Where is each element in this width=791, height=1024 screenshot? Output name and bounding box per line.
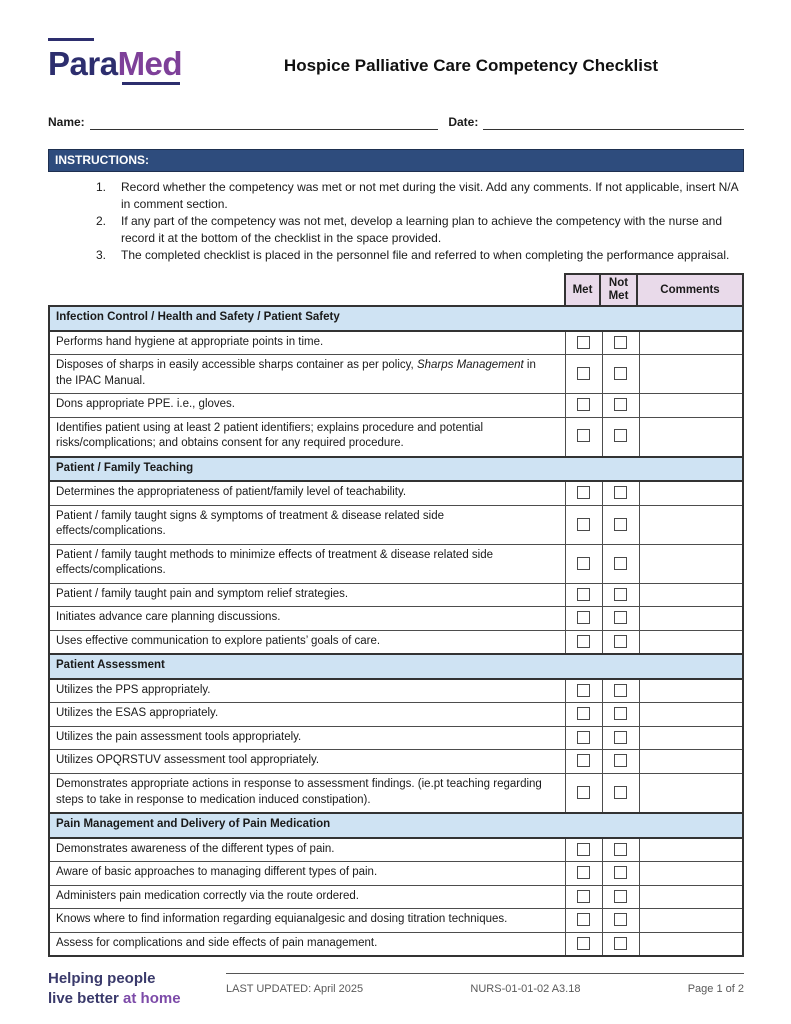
competency-row (49, 773, 743, 813)
met-column-header: Met (564, 273, 601, 305)
name-date-row (48, 115, 744, 130)
comments-cell[interactable] (639, 726, 743, 750)
met-cell (565, 544, 602, 583)
competency-text: Utilizes OPQRSTUV assessment tool appropriately. (49, 750, 565, 774)
met-checkbox[interactable] (577, 890, 590, 903)
not-met-cell (602, 703, 639, 727)
competency-text: Knows where to find information regarding equianalgesic and dosing titration techniques. (49, 909, 565, 933)
competency-row (49, 932, 743, 956)
name-field-group (48, 115, 438, 130)
not-met-checkbox[interactable] (614, 890, 627, 903)
met-cell (565, 862, 602, 886)
met-checkbox[interactable] (577, 635, 590, 648)
competency-text: Disposes of sharps in easily accessible sharps container as per policy, Sharps Management in the IPAC Manual. (49, 355, 565, 394)
competency-row (49, 331, 743, 355)
instruction-text: Record whether the competency was met or not met during the visit. Add any comments. If not applicable, insert N/A in comment section. (121, 180, 738, 212)
name-input-line[interactable] (90, 115, 439, 130)
comments-cell[interactable] (639, 703, 743, 727)
not-met-cell (602, 394, 639, 418)
section-title: Infection Control / Health and Safety / Patient Safety (49, 306, 743, 331)
met-checkbox[interactable] (577, 913, 590, 926)
met-cell (565, 417, 602, 457)
competency-table-body (49, 306, 743, 956)
competency-text: Patient / family taught signs & symptoms of treatment & disease related side effects/complications. (49, 505, 565, 544)
comments-cell[interactable] (639, 630, 743, 654)
met-cell (565, 679, 602, 703)
not-met-checkbox[interactable] (614, 557, 627, 570)
date-field-group (448, 115, 744, 130)
competency-row (49, 726, 743, 750)
instructions-list (48, 179, 744, 264)
met-cell (565, 750, 602, 774)
not-met-checkbox[interactable] (614, 611, 627, 624)
not-met-checkbox[interactable] (614, 754, 627, 767)
page-title: Hospice Palliative Care Competency Checklist (283, 56, 659, 75)
comments-cell[interactable] (639, 481, 743, 505)
competency-row (49, 481, 743, 505)
comments-cell[interactable] (639, 885, 743, 909)
met-checkbox[interactable] (577, 398, 590, 411)
not-met-cell (602, 726, 639, 750)
paramed-logo (48, 34, 198, 85)
instruction-number: 1. (96, 180, 107, 194)
not-met-cell (602, 505, 639, 544)
tagline-line1: Helping people (48, 970, 156, 988)
met-cell (565, 355, 602, 394)
met-checkbox[interactable] (577, 557, 590, 570)
instruction-number: 3. (96, 248, 107, 263)
not-met-cell (602, 355, 639, 394)
not-met-checkbox[interactable] (614, 336, 627, 349)
competency-text: Determines the appropriateness of patient/family level of teachability. (49, 481, 565, 505)
met-checkbox[interactable] (577, 866, 590, 879)
met-checkbox[interactable] (577, 707, 590, 720)
instruction-text: If any part of the competency was not met, develop a learning plan to achieve the competency with the nurse and record it at the bottom of the checklist in the space provided. (121, 214, 723, 246)
not-met-checkbox[interactable] (614, 866, 627, 879)
section-title: Patient / Family Teaching (49, 457, 743, 482)
instruction-item (96, 179, 744, 213)
met-cell (565, 331, 602, 355)
not-met-cell (602, 417, 639, 457)
met-checkbox[interactable] (577, 336, 590, 349)
instruction-item (96, 247, 744, 264)
not-met-cell (602, 331, 639, 355)
met-checkbox[interactable] (577, 486, 590, 499)
comments-cell[interactable] (639, 544, 743, 583)
not-met-cell (602, 630, 639, 654)
met-checkbox[interactable] (577, 684, 590, 697)
competency-text: Utilizes the PPS appropriately. (49, 679, 565, 703)
table-column-headers (48, 273, 744, 305)
page-header (48, 34, 744, 85)
competency-text: Utilizes the ESAS appropriately. (49, 703, 565, 727)
met-cell (565, 394, 602, 418)
logo-wordmark (48, 47, 198, 80)
tagline (48, 969, 226, 1009)
date-input-line[interactable] (483, 115, 744, 130)
met-cell (565, 932, 602, 956)
logo-para: Para (48, 45, 118, 82)
not-met-cell (602, 481, 639, 505)
not-met-checkbox[interactable] (614, 843, 627, 856)
not-met-cell (602, 885, 639, 909)
not-met-column-header: Not Met (601, 273, 638, 305)
comments-cell[interactable] (639, 331, 743, 355)
comments-cell[interactable] (639, 932, 743, 956)
not-met-cell (602, 838, 639, 862)
document-code: NURS-01-01-02 A3.18 (470, 983, 581, 996)
not-met-cell (602, 750, 639, 774)
footer-rule (226, 973, 744, 974)
met-checkbox[interactable] (577, 518, 590, 531)
competency-text: Aware of basic approaches to managing different types of pain. (49, 862, 565, 886)
met-cell (565, 909, 602, 933)
met-checkbox[interactable] (577, 731, 590, 744)
competency-row (49, 630, 743, 654)
competency-row (49, 885, 743, 909)
competency-text: Patient / family taught methods to minimize effects of treatment & disease related side effects/complications. (49, 544, 565, 583)
competency-text: Initiates advance care planning discussions. (49, 607, 565, 631)
competency-row (49, 544, 743, 583)
comments-cell[interactable] (639, 862, 743, 886)
competency-row (49, 750, 743, 774)
competency-text: Identifies patient using at least 2 patient identifiers; explains procedure and potential risks/complications; and obtains consent for any required procedure. (49, 417, 565, 457)
column-header-spacer (48, 273, 564, 305)
comments-column-header: Comments (638, 273, 744, 305)
met-cell (565, 838, 602, 862)
met-cell (565, 481, 602, 505)
comments-cell[interactable] (639, 750, 743, 774)
not-met-cell (602, 862, 639, 886)
section-header-row (49, 306, 743, 331)
competency-text: Utilizes the pain assessment tools appropriately. (49, 726, 565, 750)
competency-text: Patient / family taught pain and symptom relief strategies. (49, 583, 565, 607)
met-checkbox[interactable] (577, 754, 590, 767)
competency-row (49, 838, 743, 862)
not-met-checkbox[interactable] (614, 731, 627, 744)
section-header-row (49, 813, 743, 838)
section-header-row (49, 654, 743, 679)
not-met-checkbox[interactable] (614, 707, 627, 720)
competency-text: Assess for complications and side effects of pain management. (49, 932, 565, 956)
met-cell (565, 703, 602, 727)
competency-text: Demonstrates appropriate actions in response to assessment findings. (ie.pt teaching regarding steps to take in response to medication induced constipation). (49, 773, 565, 813)
not-met-cell (602, 932, 639, 956)
logo-med: Med (117, 45, 183, 82)
footer-meta (226, 983, 744, 995)
section-header-row (49, 457, 743, 482)
logo-bottom-rule (122, 82, 180, 85)
met-checkbox[interactable] (577, 588, 590, 601)
not-met-checkbox[interactable] (614, 913, 627, 926)
comments-cell[interactable] (639, 583, 743, 607)
competency-text: Dons appropriate PPE. i.e., gloves. (49, 394, 565, 418)
not-met-checkbox[interactable] (614, 398, 627, 411)
competency-row (49, 679, 743, 703)
date-label: Date: (448, 115, 479, 129)
not-met-checkbox[interactable] (614, 486, 627, 499)
competency-row (49, 607, 743, 631)
not-met-cell (602, 583, 639, 607)
comments-cell[interactable] (639, 679, 743, 703)
met-cell (565, 505, 602, 544)
not-met-cell (602, 909, 639, 933)
competency-text: Administers pain medication correctly via the route ordered. (49, 885, 565, 909)
met-cell (565, 885, 602, 909)
not-met-checkbox[interactable] (614, 367, 627, 380)
competency-text: Uses effective communication to explore patients’ goals of care. (49, 630, 565, 654)
comments-cell[interactable] (639, 355, 743, 394)
name-label: Name: (48, 115, 85, 129)
section-title: Pain Management and Delivery of Pain Medication (49, 813, 743, 838)
competency-row (49, 909, 743, 933)
not-met-cell (602, 679, 639, 703)
tagline-at-home: at home (123, 989, 181, 1007)
not-met-checkbox[interactable] (614, 429, 627, 442)
comments-cell[interactable] (639, 773, 743, 813)
instructions-bar: INSTRUCTIONS: (48, 149, 744, 172)
competency-text: Demonstrates awareness of the different types of pain. (49, 838, 565, 862)
not-met-cell (602, 544, 639, 583)
competency-row (49, 505, 743, 544)
not-met-cell (602, 773, 639, 813)
logo-top-rule (48, 38, 94, 41)
comments-cell[interactable] (639, 505, 743, 544)
met-checkbox[interactable] (577, 786, 590, 799)
comments-cell[interactable] (639, 838, 743, 862)
met-checkbox[interactable] (577, 611, 590, 624)
competency-row (49, 355, 743, 394)
section-title: Patient Assessment (49, 654, 743, 679)
competency-row (49, 583, 743, 607)
competency-row (49, 394, 743, 418)
tagline-line2: live better at home (48, 989, 181, 1007)
met-checkbox[interactable] (577, 937, 590, 950)
comments-cell[interactable] (639, 909, 743, 933)
not-met-checkbox[interactable] (614, 786, 627, 799)
met-cell (565, 726, 602, 750)
last-updated: LAST UPDATED: April 2025 (226, 983, 364, 996)
competency-text: Performs hand hygiene at appropriate points in time. (49, 331, 565, 355)
met-cell (565, 630, 602, 654)
met-cell (565, 607, 602, 631)
competency-table (48, 305, 744, 957)
comments-cell[interactable] (639, 394, 743, 418)
met-cell (565, 773, 602, 813)
not-met-checkbox[interactable] (614, 518, 627, 531)
instruction-item (96, 213, 744, 247)
not-met-cell (602, 607, 639, 631)
not-met-checkbox[interactable] (614, 588, 627, 601)
page-number: Page 1 of 2 (687, 983, 744, 996)
competency-row (49, 417, 743, 457)
not-met-checkbox[interactable] (614, 684, 627, 697)
met-checkbox[interactable] (577, 429, 590, 442)
competency-row (49, 862, 743, 886)
footer-right (226, 969, 744, 995)
page-footer (48, 969, 744, 1009)
comments-cell[interactable] (639, 417, 743, 457)
not-met-checkbox[interactable] (614, 635, 627, 648)
comments-cell[interactable] (639, 607, 743, 631)
met-checkbox[interactable] (577, 843, 590, 856)
instruction-text: The completed checklist is placed in the personnel file and referred to when completing the performance appraisal. (121, 248, 730, 263)
instruction-number: 2. (96, 214, 107, 229)
met-cell (565, 583, 602, 607)
not-met-checkbox[interactable] (614, 937, 627, 950)
met-checkbox[interactable] (577, 367, 590, 380)
competency-row (49, 703, 743, 727)
